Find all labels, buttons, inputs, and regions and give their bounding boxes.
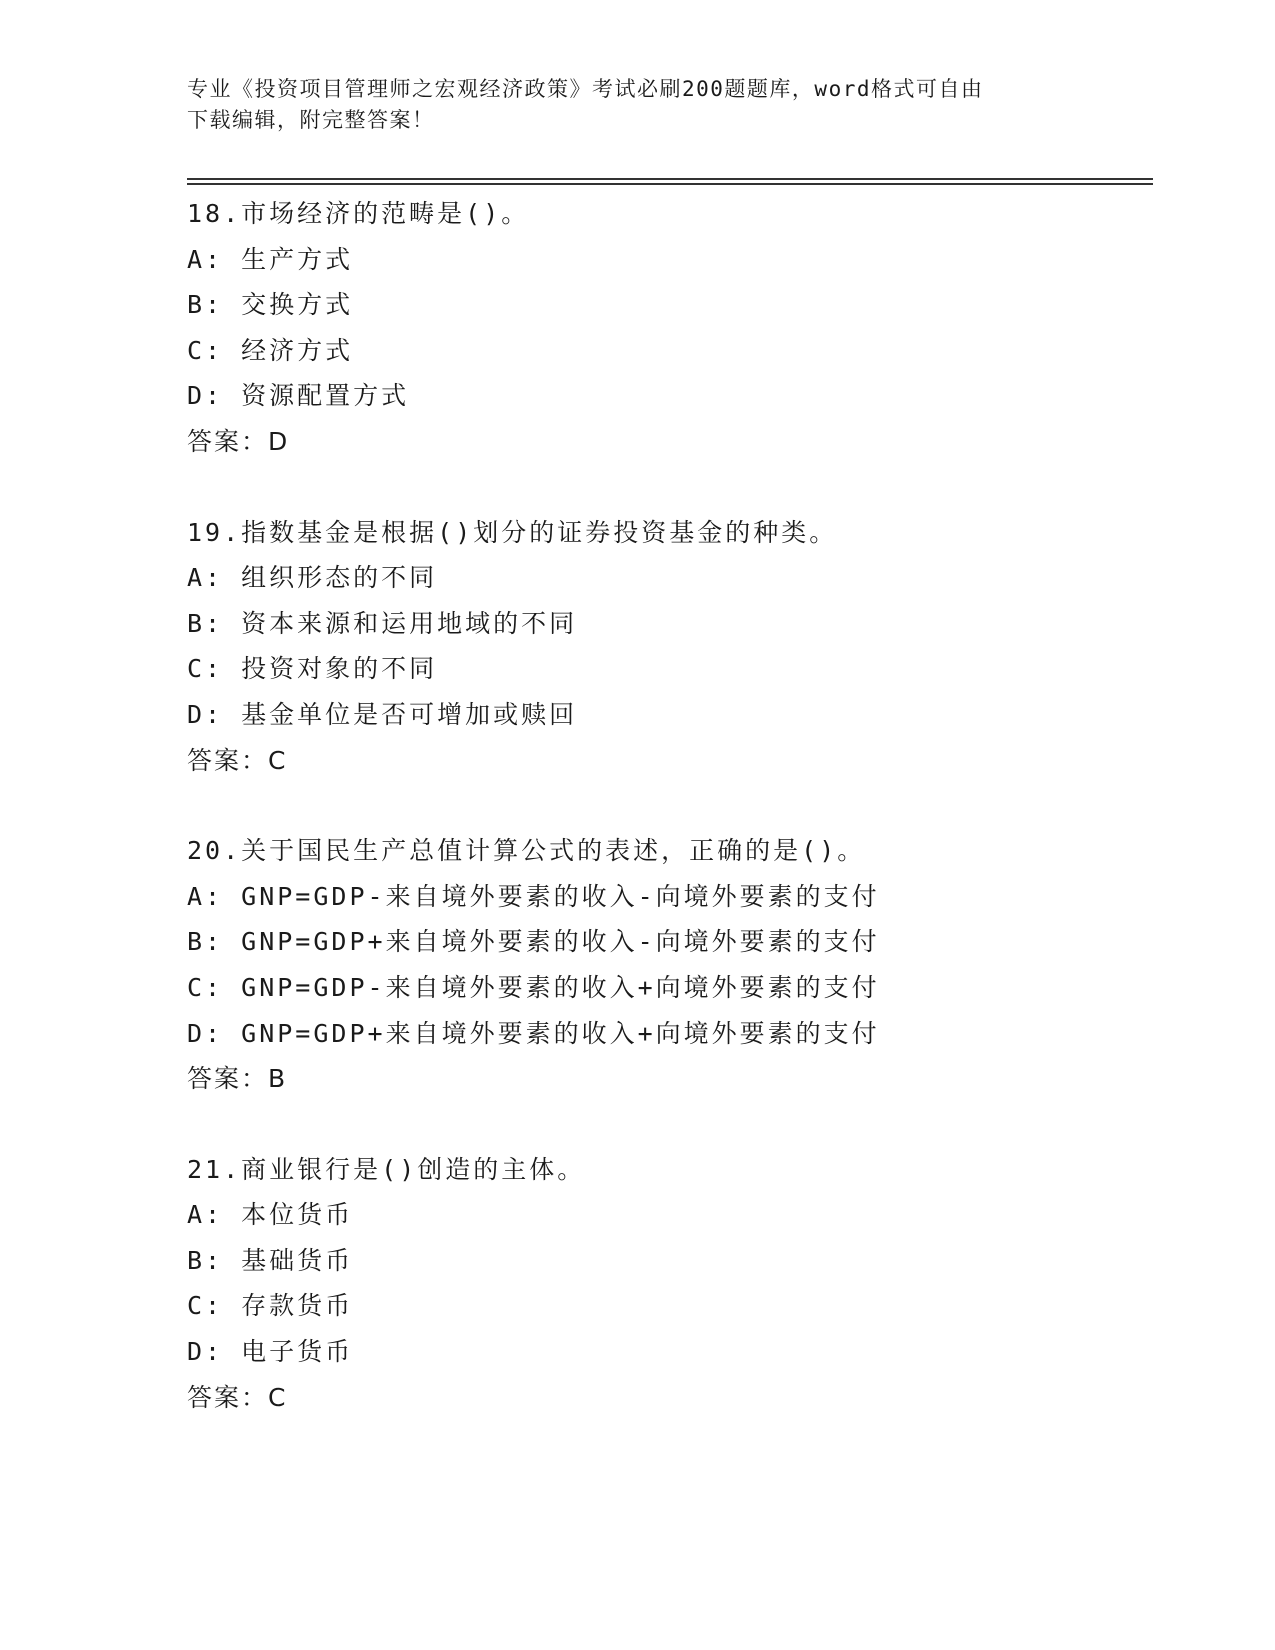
- option-d: D: 资源配置方式: [187, 381, 410, 411]
- question-stem: 19.指数基金是根据()划分的证券投资基金的种类。: [187, 517, 838, 547]
- question-21: [187, 1147, 1167, 1421]
- option-d: D: 基金单位是否可增加或赎回: [187, 699, 578, 729]
- question-stem: 18.市场经济的范畴是()。: [187, 199, 530, 228]
- option-c: C: 存款货币: [187, 1291, 354, 1321]
- question-19: [187, 510, 1167, 784]
- question-stem: 21.商业银行是()创造的主体。: [187, 1154, 586, 1184]
- option-d: D: 电子货币: [187, 1337, 354, 1367]
- option-a: A: 生产方式: [187, 244, 354, 274]
- option-a: A: 本位货币: [187, 1200, 354, 1230]
- answer: 答案：B: [187, 1064, 288, 1094]
- answer: 答案：D: [187, 426, 290, 456]
- answer: 答案：C: [187, 1382, 288, 1412]
- option-b: B: GNP=GDP+来自境外要素的收入-向境外要素的支付: [187, 927, 880, 957]
- option-d: D: GNP=GDP+来自境外要素的收入+向境外要素的支付: [187, 1018, 880, 1048]
- option-c: C: GNP=GDP-来自境外要素的收入+向境外要素的支付: [187, 972, 880, 1002]
- header-line-1: 专业《投资项目管理师之宏观经济政策》考试必刷200题题库，word格式可自由: [187, 77, 984, 101]
- option-c: C: 投资对象的不同: [187, 654, 438, 684]
- question-20: [187, 828, 1167, 1102]
- header-divider-bottom: [187, 183, 1153, 185]
- option-b: B: 基础货币: [187, 1245, 354, 1275]
- answer: 答案：C: [187, 745, 288, 775]
- option-c: C: 经济方式: [187, 335, 354, 365]
- header-divider-top: [187, 178, 1153, 180]
- option-a: A: 组织形态的不同: [187, 563, 438, 593]
- option-b: B: 资本来源和运用地域的不同: [187, 608, 578, 638]
- question-stem: 20.关于国民生产总值计算公式的表述，正确的是()。: [187, 836, 866, 866]
- header-line-2: 下载编辑，附完整答案！: [187, 108, 435, 132]
- document-header: [187, 74, 1067, 136]
- option-b: B: 交换方式: [187, 290, 354, 320]
- option-a: A: GNP=GDP-来自境外要素的收入-向境外要素的支付: [187, 881, 880, 911]
- question-18: [187, 191, 1167, 465]
- question-list: [187, 191, 1167, 1465]
